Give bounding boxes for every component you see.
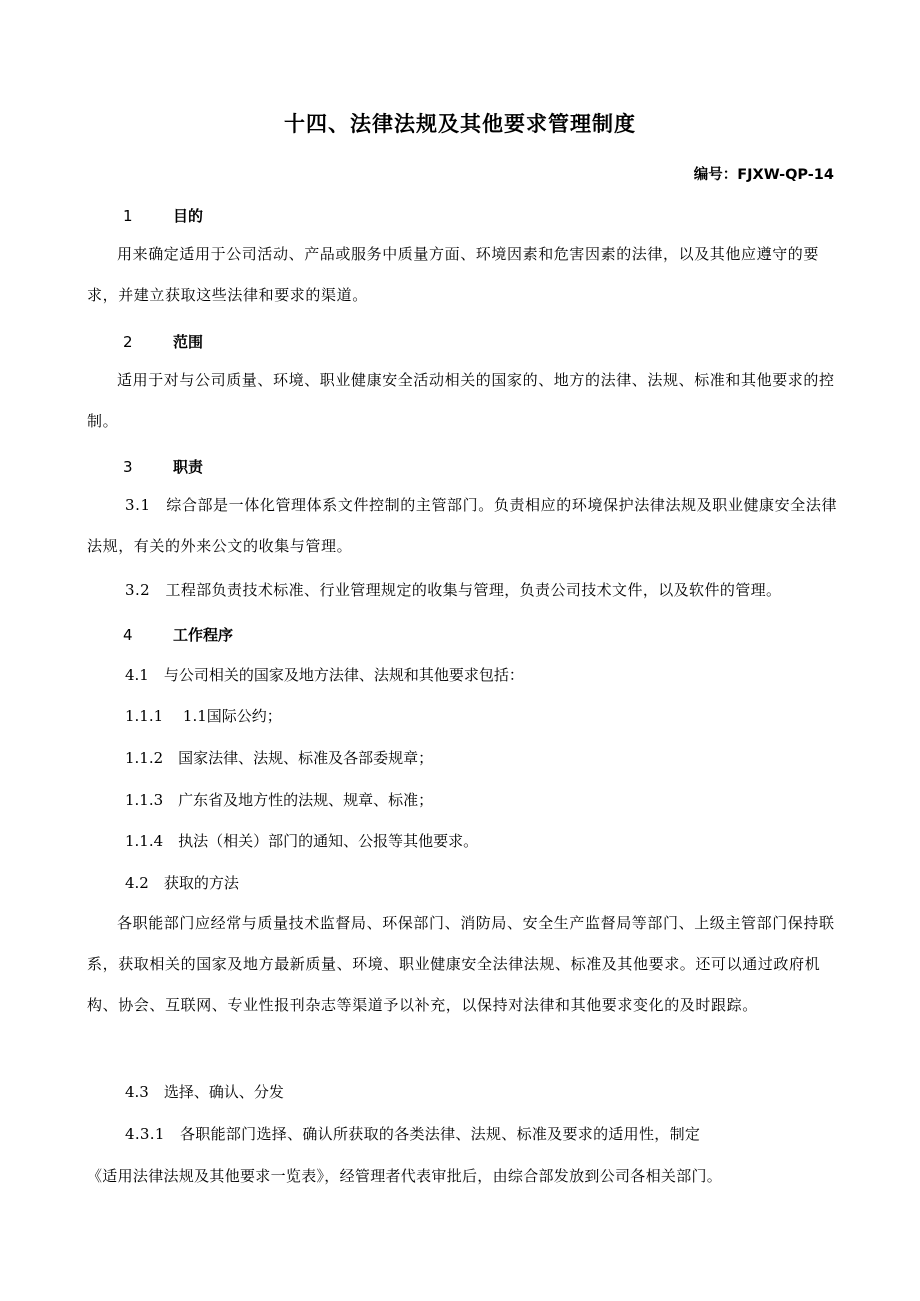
section-heading-purpose [123,205,203,226]
section-number: 2 [123,333,133,351]
section-heading-responsibility [123,456,203,477]
clause-3-1: 3.1 综合部是一体化管理体系文件控制的主管部门。负责相应的环境保护法律法规及职业健康安全法律法规，有关的外来公文的收集与管理。 [87,496,838,555]
list-item: 1.1.1 1.1国际公约； [125,707,282,725]
section-heading-procedure [123,624,233,645]
section-number: 3 [123,458,133,476]
document-number: 编号：FJXW-QP-14 [693,167,834,183]
clause-4-1: 4.1 与公司相关的国家及地方法律、法规和其他要求包括： [125,666,524,684]
section-heading-scope [123,331,203,352]
clause-4-3-1: 4.3.1 各职能部门选择、确认所获取的各类法律、法规、标准及要求的适用性，制定 [125,1125,701,1143]
clause-3-2: 3.2 工程部负责技术标准、行业管理规定的收集与管理，负责公司技术文件，以及软件的管理。 [125,581,782,599]
list-item: 1.1.2 国家法律、法规、标准及各部委规章； [125,749,434,767]
page-title: 十四、法律法规及其他要求管理制度 [284,112,636,136]
section-title: 职责 [173,458,204,476]
section-title: 工作程序 [173,626,234,644]
section-purpose-text: 用来确定适用于公司活动、产品或服务中质量方面、环境因素和危害因素的法律，以及其他应遵守的要求，并建立获取这些法律和要求的渠道。 [87,245,820,304]
clause-4-2-text: 各职能部门应经常与质量技术监督局、环保部门、消防局、安全生产监督局等部门、上级主管部门保持联系，获取相关的国家及地方最新质量、环境、职业健康安全法律法规、标准及其他要求。还可以通过政府机构、协会、互联网、专业性报刊杂志等渠道予以补充，以保持对法律和其他要求变化的及时跟踪。 [87,914,835,1014]
section-title: 范围 [173,333,204,351]
section-title: 目的 [173,207,204,225]
section-number: 4 [123,626,133,644]
list-item: 1.1.4 执法（相关）部门的通知、公报等其他要求。 [125,832,479,850]
clause-4-3: 4.3 选择、确认、分发 [125,1083,284,1101]
section-scope-text: 适用于对与公司质量、环境、职业健康安全活动相关的国家的、地方的法律、法规、标准和其他要求的控制。 [87,371,835,430]
list-item: 1.1.3 广东省及地方性的法规、规章、标准； [125,791,434,809]
section-number: 1 [123,207,133,225]
clause-4-2: 4.2 获取的方法 [125,874,239,892]
clause-4-3-1-continued: 《适用法律法规及其他要求一览表》，经管理者代表审批后，由综合部发放到公司各相关部门。 [87,1167,723,1185]
